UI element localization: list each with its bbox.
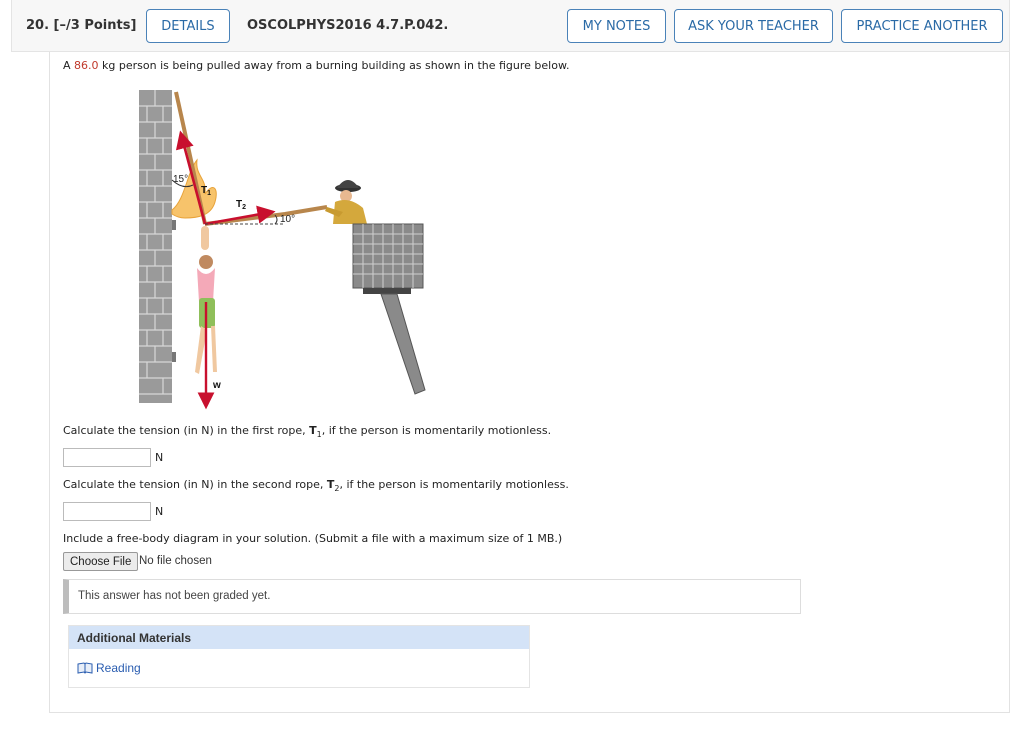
additional-materials-title: Additional Materials <box>69 626 529 649</box>
problem-code: OSCOLPHYS2016 4.7.P.042. <box>247 18 449 33</box>
weight-label: w <box>213 380 221 391</box>
question-1-text: Calculate the tension (in N) in the first rope, $T_1$, if the person is momentarily motionless. <box>63 424 552 440</box>
t2-label: $T_2$ <box>236 199 247 211</box>
grading-status-box <box>63 579 801 614</box>
fire-truck-bucket <box>353 224 425 394</box>
question-header <box>11 0 1010 52</box>
practice-another-button[interactable]: PRACTICE ANOTHER <box>841 9 1003 43</box>
angle-label-15: 15° <box>173 174 189 185</box>
my-notes-button[interactable]: MY NOTES <box>567 9 666 43</box>
details-button[interactable]: DETAILS <box>146 9 230 43</box>
grading-status-text: This answer has not been graded yet. <box>78 590 271 602</box>
t1-label: $T_1$ <box>201 185 212 197</box>
question-2-text: Calculate the tension (in N) in the second rope, $T_2$, if the person is momentarily motionless. <box>63 478 569 494</box>
firefighter <box>325 180 367 224</box>
unit-label-2: N <box>155 505 164 518</box>
additional-materials <box>68 625 530 688</box>
mass-value: 86.0 <box>74 59 99 72</box>
problem-figure <box>135 90 435 410</box>
question-number: 20. [–/3 Points] <box>26 18 137 33</box>
angle-label-10: 10° <box>280 214 296 225</box>
tension-2-input[interactable] <box>63 502 151 521</box>
book-icon <box>77 662 93 674</box>
question-content <box>49 52 1010 713</box>
upload-prompt: Include a free-body diagram in your solution. (Submit a file with a maximum size of 1 MB.) <box>63 532 563 545</box>
tension-1-input[interactable] <box>63 448 151 467</box>
choose-file-button[interactable]: Choose File <box>63 552 138 571</box>
ask-teacher-button[interactable]: ASK YOUR TEACHER <box>674 9 833 43</box>
reading-link[interactable] <box>77 661 141 675</box>
reading-link-label[interactable]: Reading <box>96 661 141 675</box>
brick-wall <box>139 90 176 403</box>
problem-intro: A 86.0 kg person is being pulled away from a burning building as shown in the figure below. <box>63 59 570 72</box>
unit-label-1: N <box>155 451 164 464</box>
file-status: No file chosen <box>139 555 212 567</box>
